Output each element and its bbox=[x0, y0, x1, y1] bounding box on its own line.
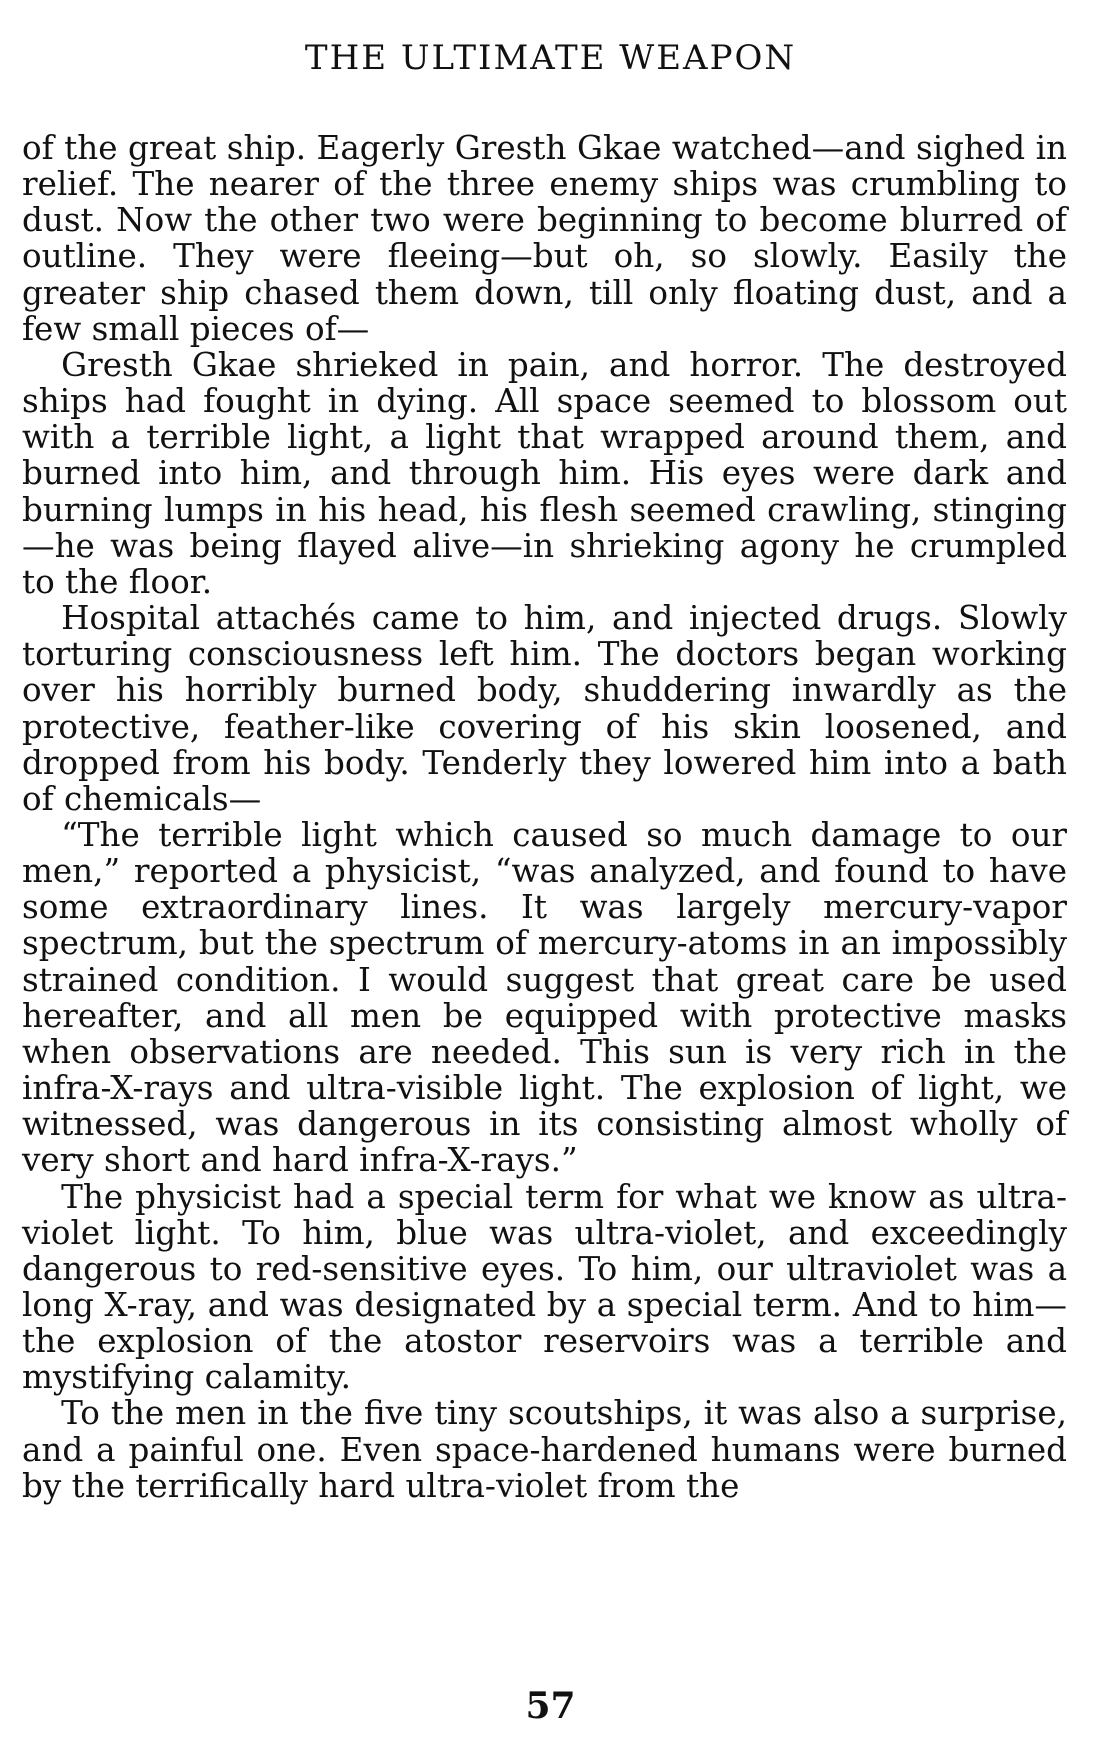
body-text bbox=[22, 130, 1067, 1504]
running-title: THE ULTIMATE WEAPON bbox=[304, 38, 797, 78]
page-number: 57 bbox=[525, 1685, 576, 1727]
paragraph: Hospital attachés came to him, and injected drugs. Slowly torturing consciousness left him. The doctors began working over his horribly burned body, shuddering inwardly as the protective, feather-like covering of his skin loosened, and dropped from his body. Tenderly they lowered him into a bath of chemicals— bbox=[22, 599, 1067, 818]
paragraph: The physicist had a special term for what we know as ultra-violet light. To him, blue was ultra-violet, and exceedingly dangerous to red-sensitive eyes. To him, our ultraviolet was a long X-ray, and was designated by a special term. And to him—the explosion of the atostor reservoirs was a terrible and mystifying calamity. bbox=[22, 1177, 1067, 1397]
paragraph: Gresth Gkae shrieked in pain, and horror. The destroyed ships had fought in dying. All space seemed to blossom out with a terrible light, a light that wrapped around them, and burned into him, and through him. His eyes were dark and burning lumps in his head, his flesh seemed crawling, stinging—he was being flayed alive—in shrieking agony he crumpled to the floor. bbox=[22, 345, 1067, 601]
paragraph: of the great ship. Eagerly Gresth Gkae watched—and sighed in relief. The nearer of the three enemy ships was crumbling to dust. Now the other two were beginning to become blurred of outline. They were fleeing—but oh, so slowly. Easily the greater ship chased them down, till only floating dust, and a few small pieces of— bbox=[22, 129, 1067, 348]
paragraph: “The terrible light which caused so much damage to our men,” reported a physicist, “was analyzed, and found to have some extraordinary lines. It was largely mercury-vapor spectrum, but the spectrum of mercury-atoms in an impossibly strained condition. I would suggest that great care be used hereafter, and all men be equipped with protective masks when observations are needed. This sun is very rich in the infra-X-rays and ultra-visible light. The explosion of light, we witnessed, was dangerous in its consisting almost wholly of very short and hard infra-X-rays.” bbox=[22, 815, 1067, 1180]
paragraph: To the men in the five tiny scoutships, it was also a surprise, and a painful one. Even space-hardened humans were burned by the terrifically hard ultra-violet from the bbox=[22, 1394, 1067, 1505]
